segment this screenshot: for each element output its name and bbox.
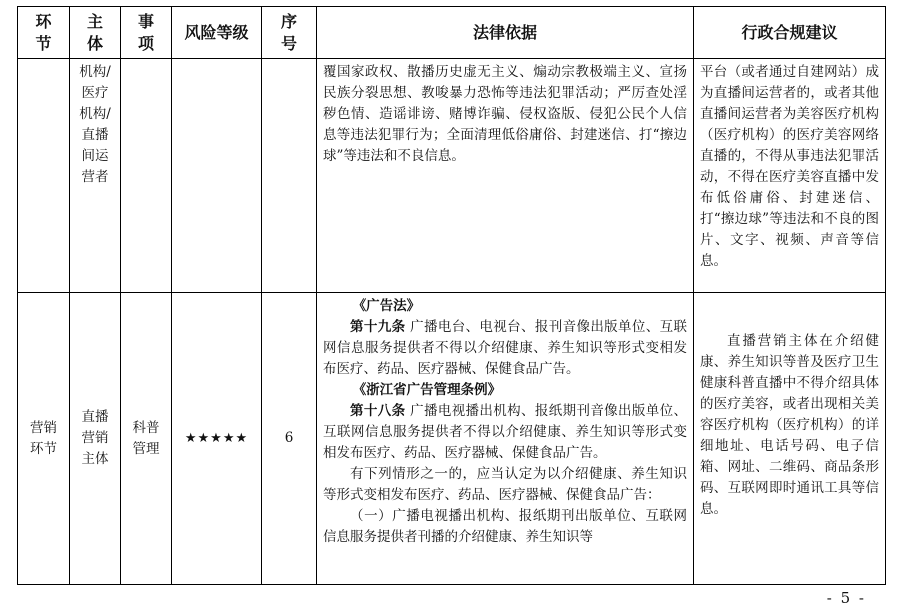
header-risk-level: 风险等级 bbox=[172, 7, 262, 59]
header-seq: 序号 bbox=[262, 7, 317, 59]
law1-title: 《广告法》 bbox=[352, 298, 421, 314]
risk-stars: ★★★★★ bbox=[184, 431, 249, 446]
row2-seq: 6 bbox=[262, 293, 317, 585]
law1-article: 第十九条 bbox=[350, 319, 406, 335]
header-subject: 主体 bbox=[70, 7, 121, 59]
row2-legal-basis bbox=[317, 293, 694, 585]
row2-item: 科普管理 bbox=[121, 293, 172, 585]
table-row bbox=[18, 293, 886, 585]
row2-stage: 营销环节 bbox=[18, 293, 70, 585]
row2-risk-level bbox=[172, 293, 262, 585]
table-row bbox=[18, 59, 886, 293]
row1-item bbox=[121, 59, 172, 293]
law2-article: 第十八条 bbox=[350, 403, 406, 419]
row2-subject: 直播营销主体 bbox=[70, 293, 121, 585]
law2-para2: 有下列情形之一的，应当认定为以介绍健康、养生知识等形式变相发布医疗、药品、医疗器械、保健食品广告： bbox=[323, 466, 687, 503]
row1-risk-level bbox=[172, 59, 262, 293]
row2-compliance-advice: 直播营销主体在介绍健康、养生知识等普及医疗卫生健康科普直播中不得介绍具体的医疗美容，或者出现相关美容医疗机构（医疗机构）的详细地址、电话号码、电子信箱、网址、二维码、商品条形码、互联网即时通讯工具等信息。 bbox=[694, 293, 886, 585]
table-header-row bbox=[18, 7, 886, 59]
row1-stage bbox=[18, 59, 70, 293]
row1-legal-basis: 覆国家政权、散播历史虚无主义、煽动宗教极端主义、宣扬民族分裂思想、教唆暴力恐怖等违法犯罪活动；严厉查处淫秽色情、造谣诽谤、赌博诈骗、侵权盗版、侵犯公民个人信息等违法犯罪行为；全面清理低俗庸俗、封建迷信、打“擦边球”等违法和不良信息。 bbox=[317, 59, 694, 293]
header-compliance-advice: 行政合规建议 bbox=[694, 7, 886, 59]
law2-text: 广播电视播出机构、报纸期刊音像出版单位、互联网信息服务提供者不得以介绍健康、养生知识等形式变相发布医疗、药品、医疗器械、保健食品广告。 bbox=[323, 403, 687, 461]
row1-seq bbox=[262, 59, 317, 293]
row1-subject: 机构/医疗机构/直播间运营者 bbox=[70, 59, 121, 293]
law2-para3: （一）广播电视播出机构、报纸期刊出版单位、互联网信息服务提供者刊播的介绍健康、养生知识等 bbox=[323, 508, 687, 545]
law2-title: 《浙江省广告管理条例》 bbox=[352, 382, 502, 398]
page-number: - 5 - bbox=[826, 589, 866, 607]
row1-compliance-advice: 平台（或者通过自建网站）成为直播间运营者的，或者其他直播间运营者为美容医疗机构（医疗机构）的医疗美容网络直播的，不得从事违法犯罪活动，不得在医疗美容直播中发布低俗庸俗、封建迷信、打“擦边球”等违法和不良的图片、文字、视频、声音等信息。 bbox=[694, 59, 886, 293]
law1-text: 广播电台、电视台、报刊音像出版单位、互联网信息服务提供者不得以介绍健康、养生知识等形式变相发布医疗、药品、医疗器械、保健食品广告。 bbox=[323, 319, 687, 377]
header-stage: 环节 bbox=[18, 7, 70, 59]
compliance-table bbox=[17, 6, 886, 585]
header-item: 事项 bbox=[121, 7, 172, 59]
header-legal-basis: 法律依据 bbox=[317, 7, 694, 59]
